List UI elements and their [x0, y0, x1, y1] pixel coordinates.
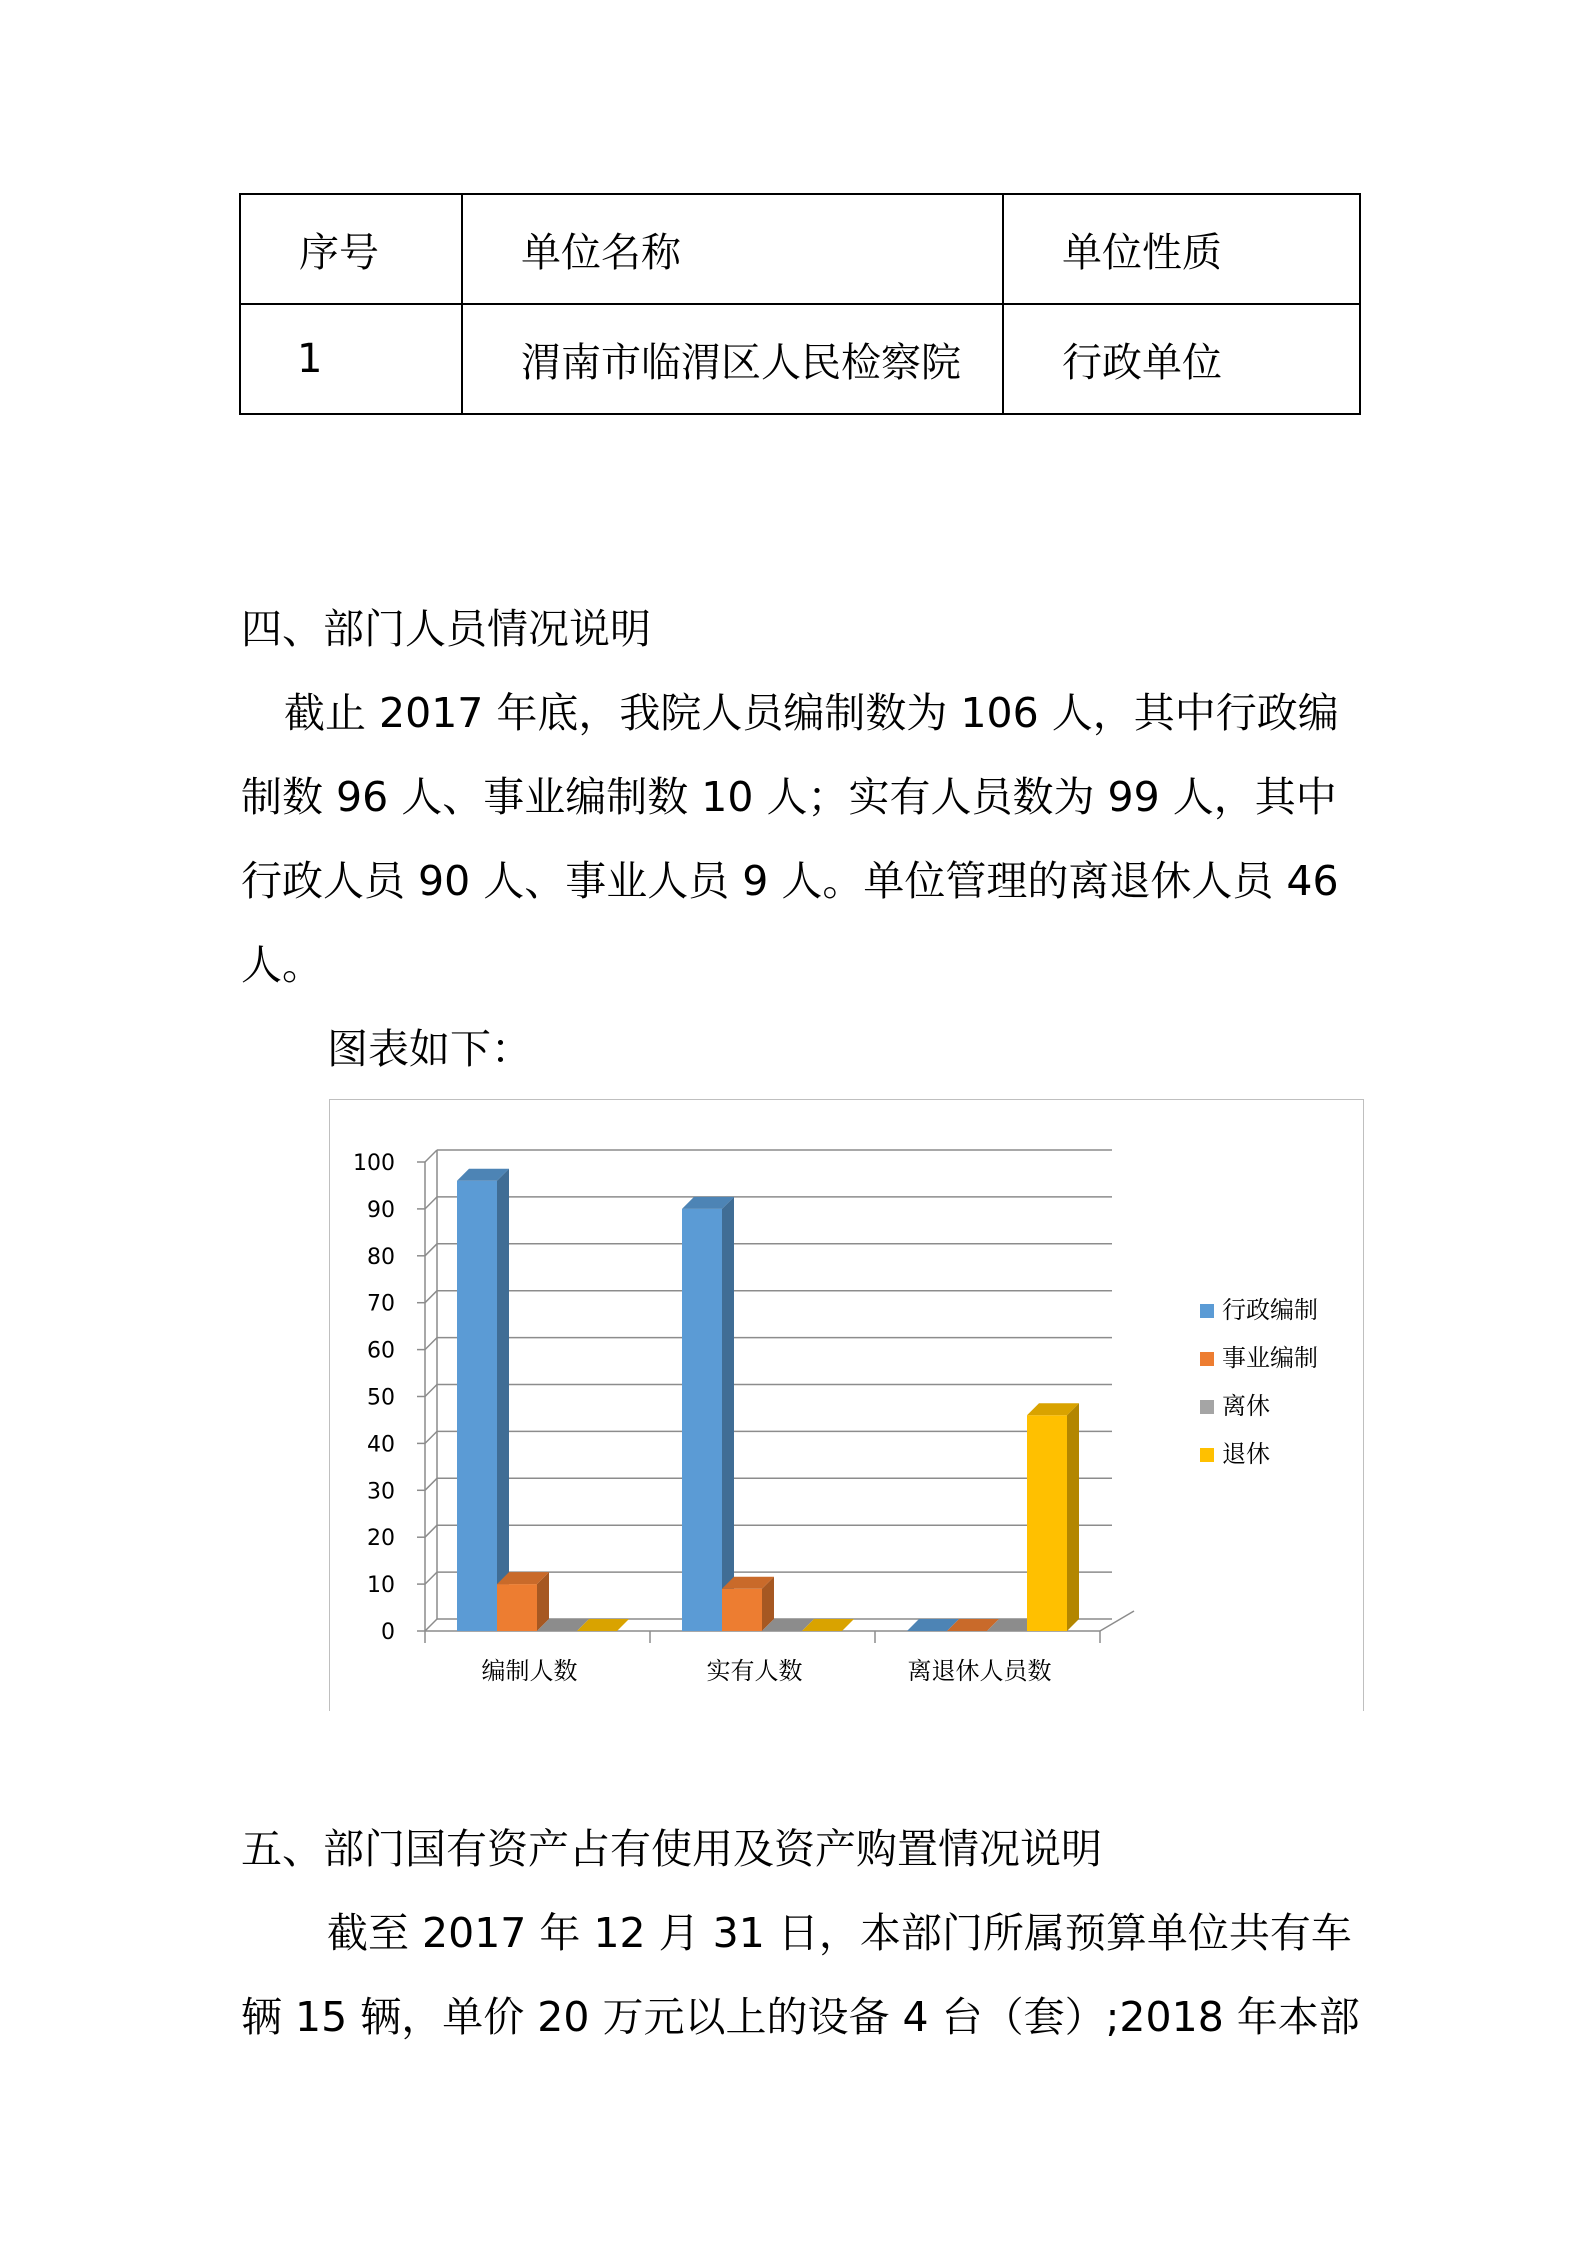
legend-swatch	[1200, 1400, 1214, 1414]
header-index: 序号	[240, 194, 462, 304]
section5-line-1: 截至 2017 年 12 月 31 日，本部门所属预算单位共有车	[327, 1909, 1352, 1957]
bar	[457, 1181, 497, 1631]
staff-chart-svg	[330, 1100, 1365, 1712]
legend-label: 事业编制	[1222, 1344, 1318, 1372]
header-unit-name: 单位名称	[462, 194, 1003, 304]
section4-line-1: 截止 2017 年底，我院人员编制数为 106 人，其中行政编	[284, 689, 1339, 737]
gridline-side	[425, 1619, 437, 1631]
y-tick-label: 20	[367, 1526, 395, 1552]
chart-intro: 图表如下：	[327, 1025, 532, 1073]
gridline-side	[425, 1291, 437, 1303]
floor-edge	[1100, 1611, 1134, 1631]
legend-swatch	[1200, 1304, 1214, 1318]
bar-side	[497, 1169, 509, 1631]
gridline-side	[425, 1525, 437, 1537]
section4-line-3: 行政人员 90 人、事业人员 9 人。单位管理的离退休人员 46	[241, 857, 1339, 905]
bar	[682, 1209, 722, 1631]
legend-swatch	[1200, 1352, 1214, 1366]
x-category-label: 实有人数	[706, 1657, 803, 1685]
table-header-row	[240, 194, 1360, 304]
cell-unit-type: 行政单位	[1003, 304, 1360, 414]
table-row	[240, 304, 1360, 414]
legend-label: 退休	[1222, 1440, 1270, 1468]
y-tick-label: 100	[353, 1151, 395, 1176]
section5-heading: 五、部门国有资产占有使用及资产购置情况说明	[241, 1825, 1102, 1873]
cell-index: 1	[240, 304, 462, 414]
bar	[722, 1589, 762, 1631]
gridline-side	[425, 1572, 437, 1584]
y-tick-label: 40	[367, 1432, 395, 1458]
section5-line-2: 辆 15 辆，单价 20 万元以上的设备 4 台（套）;2018 年本部	[241, 1993, 1360, 2041]
bar	[497, 1584, 537, 1631]
unit-table	[239, 193, 1361, 415]
gridline-side	[425, 1385, 437, 1397]
y-tick-label: 30	[367, 1479, 395, 1505]
bar	[1027, 1415, 1067, 1631]
section4-line-2: 制数 96 人、事业编制数 10 人；实有人员数为 99 人，其中	[241, 773, 1337, 821]
y-tick-label: 90	[367, 1197, 395, 1223]
gridline-side	[425, 1150, 437, 1162]
x-category-label: 离退休人员数	[907, 1657, 1052, 1685]
gridline-side	[425, 1478, 437, 1490]
x-category-label: 编制人数	[481, 1657, 578, 1685]
header-unit-type: 单位性质	[1003, 194, 1360, 304]
y-tick-label: 80	[367, 1244, 395, 1270]
gridline-side	[425, 1244, 437, 1256]
y-tick-label: 0	[381, 1620, 395, 1645]
cell-unit-name: 渭南市临渭区人民检察院	[462, 304, 1003, 414]
bar-side	[722, 1197, 734, 1631]
gridline-side	[425, 1431, 437, 1443]
gridline-side	[425, 1197, 437, 1209]
y-tick-label: 60	[367, 1338, 395, 1364]
y-tick-label: 70	[367, 1291, 395, 1317]
staff-chart	[329, 1099, 1364, 1711]
legend-swatch	[1200, 1448, 1214, 1462]
y-tick-label: 50	[367, 1385, 395, 1411]
y-tick-label: 10	[367, 1573, 395, 1599]
legend-label: 行政编制	[1222, 1296, 1318, 1324]
section4-heading: 四、部门人员情况说明	[241, 605, 651, 653]
section4-line-4: 人。	[241, 941, 323, 989]
bar-side	[1067, 1403, 1079, 1631]
legend-label: 离休	[1222, 1392, 1270, 1420]
gridline-side	[425, 1338, 437, 1350]
